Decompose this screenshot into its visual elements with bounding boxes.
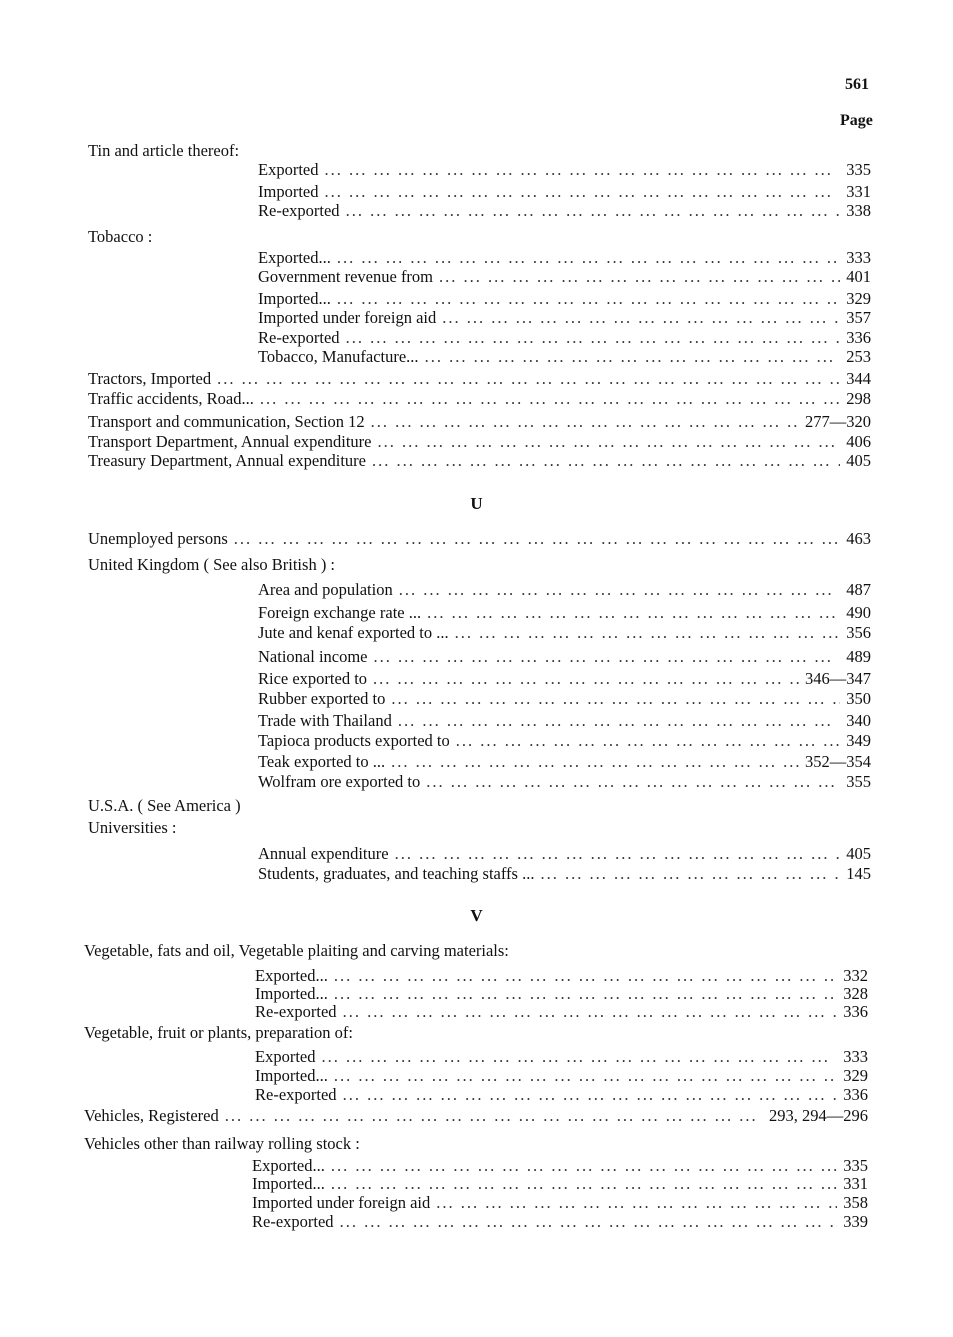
index-entry: Imported... ... . 328 <box>255 983 868 1005</box>
index-entry: Re-exported ... . 338 <box>258 200 871 222</box>
index-entry: Exported... ... . 335 <box>252 1155 868 1177</box>
index-entry: Tapioca products exported to ... . 349 <box>258 730 871 752</box>
index-entry: Rice exported to ... . 346—347 <box>258 668 871 690</box>
index-entry: Exported ... . 333 <box>255 1046 868 1068</box>
index-entry: Students, graduates, and teaching staffs ... ... . 145 <box>258 863 871 885</box>
index-entry: Area and population ... . 487 <box>258 579 871 601</box>
page-number: 561 <box>845 76 869 93</box>
index-entry: Tractors, Imported ... . 344 <box>88 368 871 390</box>
index-entry: Foreign exchange rate ... ... . 490 <box>258 602 871 624</box>
index-heading-tin: Tin and article thereof: <box>88 141 240 160</box>
index-entry: Imported... ... . 329 <box>258 288 871 310</box>
index-entry: Rubber exported to ... . 350 <box>258 688 871 710</box>
index-heading-vegetable-fats: Vegetable, fats and oil, Vegetable plaiting and carving materials: <box>84 941 509 960</box>
index-entry-usa: U.S.A. ( See America ) <box>88 796 241 815</box>
page-column-heading: Page <box>840 112 873 129</box>
index-entry: Transport and communication, Section 12 ... . 277—320 <box>88 411 871 433</box>
index-entry: Government revenue from ... . 401 <box>258 266 871 288</box>
index-entry: Exported... ... . 332 <box>255 965 868 987</box>
section-letter-u: U <box>470 494 483 513</box>
index-entry: Imported ... . 331 <box>258 181 871 203</box>
index-heading-tobacco: Tobacco : <box>88 227 153 246</box>
index-entry: Re-exported ... . 336 <box>258 327 871 349</box>
index-heading-universities: Universities : <box>88 818 177 837</box>
index-entry: Annual expenditure ... . 405 <box>258 843 871 865</box>
index-heading-united-kingdom: United Kingdom ( See also British ) : <box>88 555 336 574</box>
index-heading-vehicles-other: Vehicles other than railway rolling stock : <box>84 1134 360 1153</box>
index-entry: Exported ... . 335 <box>258 159 871 181</box>
index-entry: Imported under foreign aid ... . 358 <box>252 1192 868 1214</box>
index-heading-vegetable-fruit: Vegetable, fruit or plants, preparation of: <box>84 1023 353 1042</box>
index-entry: Wolfram ore exported to ... . 355 <box>258 771 871 793</box>
index-entry: Exported... ... . 333 <box>258 247 871 269</box>
index-entry: Imported... ... . 329 <box>255 1065 868 1087</box>
index-entry: Trade with Thailand ... . 340 <box>258 710 871 732</box>
index-entry: Imported under foreign aid ... . 357 <box>258 307 871 329</box>
index-entry: Re-exported ... . 336 <box>255 1001 868 1023</box>
index-entry: Transport Department, Annual expenditure ... . 406 <box>88 431 871 453</box>
index-entry: Treasury Department, Annual expenditure ... . 405 <box>88 450 871 472</box>
index-entry: Re-exported ... . 336 <box>255 1084 868 1106</box>
section-letter-v: V <box>470 906 483 925</box>
index-entry: Tobacco, Manufacture... ... . 253 <box>258 346 871 368</box>
index-entry: Jute and kenaf exported to ... ... . 356 <box>258 622 871 644</box>
index-entry: Traffic accidents, Road... ... . 298 <box>88 388 871 410</box>
index-entry: Unemployed persons ... . 463 <box>88 528 871 550</box>
index-entry: Teak exported to ... ... . 352—354 <box>258 751 871 773</box>
index-entry: Imported... ... . 331 <box>252 1173 868 1195</box>
index-entry: National income ... . 489 <box>258 646 871 668</box>
index-entry: Vehicles, Registered ... . 293, 294—296 <box>84 1105 868 1127</box>
index-entry: Re-exported ... . 339 <box>252 1211 868 1233</box>
